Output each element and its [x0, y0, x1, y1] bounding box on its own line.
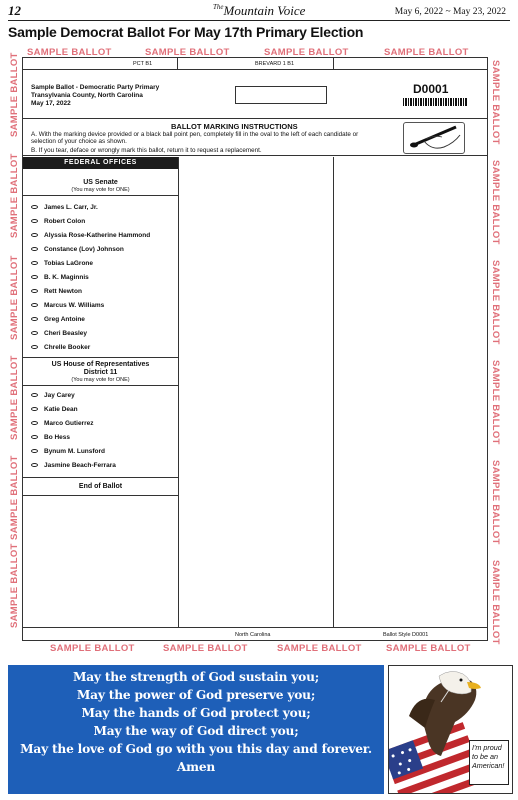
marking-instructions	[23, 118, 487, 156]
oval-icon[interactable]	[31, 421, 38, 425]
page-number: 12	[8, 3, 21, 18]
oval-icon[interactable]	[31, 205, 38, 209]
eagle-flag-illustration	[388, 665, 513, 794]
race-title-senate: US Senate	[83, 179, 118, 186]
ballot-id: D0001	[413, 82, 449, 96]
oval-icon[interactable]	[31, 261, 38, 265]
precinct-left: PCT B1	[133, 61, 153, 67]
issue-dates: May 6, 2022 ~ May 23, 2022	[394, 7, 506, 17]
watermark-top-4: SAMPLE BALLOT	[384, 47, 469, 58]
footer-ballot-style: Ballot Style D0001	[383, 632, 429, 638]
blessing-line: May the power of God preserve you;	[76, 688, 316, 702]
watermark-top-3: SAMPLE BALLOT	[264, 47, 349, 58]
oval-icon[interactable]	[31, 393, 38, 397]
oval-icon[interactable]	[31, 317, 38, 321]
blessing-box	[8, 665, 384, 794]
candidate-option[interactable]: Marco Gutierrez	[31, 417, 94, 429]
instruction-a: A. With the marking device provided or a black ball point pen, completely fill in the oval to the left of each candidate or selection of your choice as shown.	[31, 131, 359, 146]
barcode	[403, 98, 467, 106]
section-header-federal: FEDERAL OFFICES	[23, 157, 178, 169]
oval-icon[interactable]	[31, 463, 38, 467]
blessing-line: May the strength of God sustain you;	[72, 670, 320, 684]
oval-icon[interactable]	[31, 449, 38, 453]
watermark-right-3: SAMPLE BALLOT	[490, 260, 501, 345]
ballot-columns	[23, 157, 487, 627]
watermark-left-4: SAMPLE BALLOT	[9, 355, 20, 440]
candidate-option[interactable]: James L. Carr, Jr.	[31, 201, 98, 213]
oval-icon[interactable]	[31, 247, 38, 251]
end-of-ballot: End of Ballot	[78, 483, 123, 490]
candidate-option[interactable]: Katie Dean	[31, 403, 78, 415]
blessing-line: May the love of God go with you this day and forever.	[20, 742, 372, 756]
sample-ballot	[22, 57, 488, 641]
race-subtitle-house: (You may vote for ONE)	[71, 377, 130, 383]
candidate-option[interactable]: Jay Carey	[31, 389, 75, 401]
oval-icon[interactable]	[31, 233, 38, 237]
candidate-option[interactable]: Cheri Beasley	[31, 327, 87, 339]
candidate-option[interactable]: Constance (Lov) Johnson	[31, 243, 124, 255]
candidate-option[interactable]: Greg Antoine	[31, 313, 85, 325]
oval-icon[interactable]	[31, 303, 38, 307]
masthead: $^{The}$Mountain Voice	[213, 3, 306, 18]
blessing-line: May the way of God direct you;	[93, 724, 299, 738]
candidate-option[interactable]: Chrelle Booker	[31, 341, 90, 353]
candidate-option[interactable]: Alyssia Rose-Katherine Hammond	[31, 229, 150, 241]
oval-icon[interactable]	[31, 407, 38, 411]
oval-icon[interactable]	[31, 289, 38, 293]
footer-state: North Carolina	[235, 632, 271, 638]
oval-icon[interactable]	[31, 331, 38, 335]
candidate-option[interactable]: Marcus W. Williams	[31, 299, 104, 311]
blessing-line: Amen	[176, 760, 216, 774]
oval-icon[interactable]	[31, 435, 38, 439]
ballot-footer	[23, 627, 487, 641]
watermark-top-1: SAMPLE BALLOT	[27, 47, 112, 58]
watermark-right-4: SAMPLE BALLOT	[490, 360, 501, 445]
watermark-bottom-4: SAMPLE BALLOT	[386, 643, 471, 654]
race-title-house-district: District 11	[83, 369, 118, 376]
candidate-option[interactable]: Bo Hess	[31, 431, 70, 443]
ballot-info: Sample Ballot - Democratic Party Primary Transylvania County, North Carolina May 17, 2022	[31, 84, 160, 107]
oval-icon[interactable]	[31, 219, 38, 223]
candidate-option[interactable]: Tobias LaGrone	[31, 257, 93, 269]
oval-icon[interactable]	[31, 275, 38, 279]
watermark-left-5: SAMPLE BALLOT	[9, 455, 20, 540]
race-title-house: US House of Representatives	[51, 361, 150, 368]
watermark-bottom-2: SAMPLE BALLOT	[163, 643, 248, 654]
watermark-top-2: SAMPLE BALLOT	[145, 47, 230, 58]
id-box	[235, 86, 327, 104]
precinct-right: BREVARD 1 B1	[255, 61, 295, 67]
watermark-right-5: SAMPLE BALLOT	[490, 460, 501, 545]
watermark-right-2: SAMPLE BALLOT	[490, 160, 501, 245]
page-title: Sample Democrat Ballot For May 17th Primary Election	[8, 24, 364, 40]
oval-icon[interactable]	[31, 345, 38, 349]
watermark-right-6: SAMPLE BALLOT	[490, 560, 501, 645]
blessing-line: May the hands of God protect you;	[81, 706, 311, 720]
watermark-bottom-1: SAMPLE BALLOT	[50, 643, 135, 654]
instructions-title: BALLOT MARKING INSTRUCTIONS	[171, 122, 298, 131]
precinct-bar	[23, 58, 487, 70]
instruction-b: B. If you tear, deface or wrongly mark this ballot, return it to request a replacement.	[31, 147, 262, 154]
watermark-left-3: SAMPLE BALLOT	[9, 255, 20, 340]
pen-icon	[404, 123, 464, 153]
race-subtitle-senate: (You may vote for ONE)	[71, 187, 130, 193]
candidate-option[interactable]: Jasmine Beach-Ferrara	[31, 459, 116, 471]
candidate-option[interactable]: B. K. Maginnis	[31, 271, 89, 283]
watermark-right-1: SAMPLE BALLOT	[490, 60, 501, 145]
watermark-left-6: SAMPLE BALLOT	[9, 543, 20, 628]
candidate-option[interactable]: Robert Colon	[31, 215, 85, 227]
watermark-left-1: SAMPLE BALLOT	[9, 52, 20, 137]
proud-caption: I'm proud to be an American!	[469, 740, 509, 785]
hand-marking-illustration	[403, 122, 465, 154]
newspaper-header	[8, 3, 510, 21]
candidate-option[interactable]: Bynum M. Lunsford	[31, 445, 105, 457]
watermark-bottom-3: SAMPLE BALLOT	[277, 643, 362, 654]
watermark-left-2: SAMPLE BALLOT	[9, 153, 20, 238]
candidate-option[interactable]: Rett Newton	[31, 285, 82, 297]
